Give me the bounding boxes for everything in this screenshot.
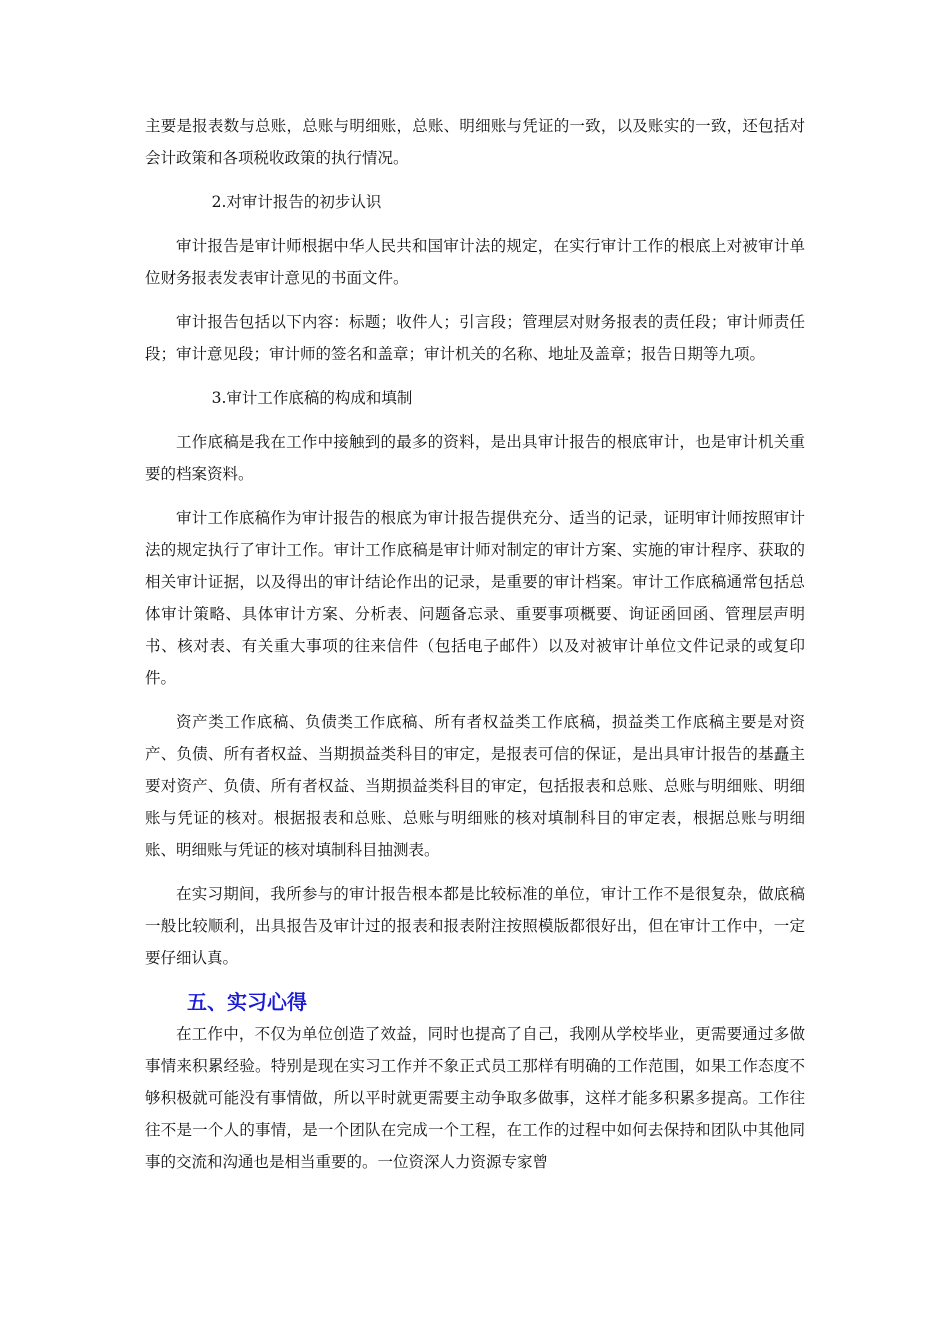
paragraph-working-papers-detail: 审计工作底稿作为审计报告的根底为审计报告提供充分、适当的记录，证明审计师按照审计法的规定执行了审计工作。审计工作底稿是审计师对制定的审计方案、实施的审计程序、获取的相关审计证据，以及得出的审计结论作出的记录，是重要的审计档案。审计工作底稿通常包括总体审计策略、具体审计方案、分析表、问题备忘录、重要事项概要、询证函回函、管理层声明书、核对表、有关重大事项的往来信件（包括电子邮件）以及对被审计单位文件记录的或复印件。	[145, 509, 805, 687]
document-body	[145, 110, 805, 1190]
paragraph-insights: 在工作中，不仅为单位创造了效益，同时也提高了自己，我刚从学校毕业，更需要通过多做事情来积累经验。特别是现在实习工作并不象正式员工那样有明确的工作范围，如果工作态度不够积极就可能没有事情做，所以平时就更需要主动争取多做事，这样才能多积累多提高。工作往往不是一个人的事情，是一个团队在完成一个工程，在工作的过程中如何去保持和团队中其他同事的交流和沟通也是相当重要的。一位资深人力资源专家曾	[145, 1025, 805, 1171]
section-title-internship-insights: 五、实习心得	[187, 990, 307, 1014]
subheading-working-papers: 3.审计工作底稿的构成和填制	[211, 389, 413, 407]
paragraph-working-paper-types: 资产类工作底稿、负债类工作底稿、所有者权益类工作底稿，损益类工作底稿主要是对资产、负债、所有者权益、当期损益类科目的审定，是报表可信的保证，是出具审计报告的基矗主要对资产、负债、所有者权益、当期损益类科目的审定，包括报表和总账、总账与明细账、明细账与凭证的核对。根据报表和总账、总账与明细账的核对填制科目的审定表，根据总账与明细账、明细账与凭证的核对填制科目抽测表。	[145, 713, 805, 859]
paragraph-reconciliation: 主要是报表数与总账，总账与明细账，总账、明细账与凭证的一致，以及账实的一致，还包括对会计政策和各项税收政策的执行情况。	[145, 117, 805, 167]
paragraph-audit-report-definition: 审计报告是审计师根据中华人民共和国审计法的规定，在实行审计工作的根底上对被审计单位财务报表发表审计意见的书面文件。	[145, 237, 805, 287]
paragraph-audit-report-contents: 审计报告包括以下内容：标题；收件人；引言段；管理层对财务报表的责任段；审计师责任段；审计意见段；审计师的签名和盖章；审计机关的名称、地址及盖章；报告日期等九项。	[145, 313, 805, 363]
paragraph-internship-experience: 在实习期间，我所参与的审计报告根本都是比较标准的单位，审计工作不是很复杂，做底稿一般比较顺利，出具报告及审计过的报表和报表附注按照模版都很好出，但在审计工作中，一定要仔细认真。	[145, 885, 805, 967]
subheading-audit-report: 2.对审计报告的初步认识	[211, 193, 382, 211]
paragraph-working-papers-intro: 工作底稿是我在工作中接触到的最多的资料，是出具审计报告的根底审计，也是审计机关重要的档案资料。	[145, 433, 805, 483]
